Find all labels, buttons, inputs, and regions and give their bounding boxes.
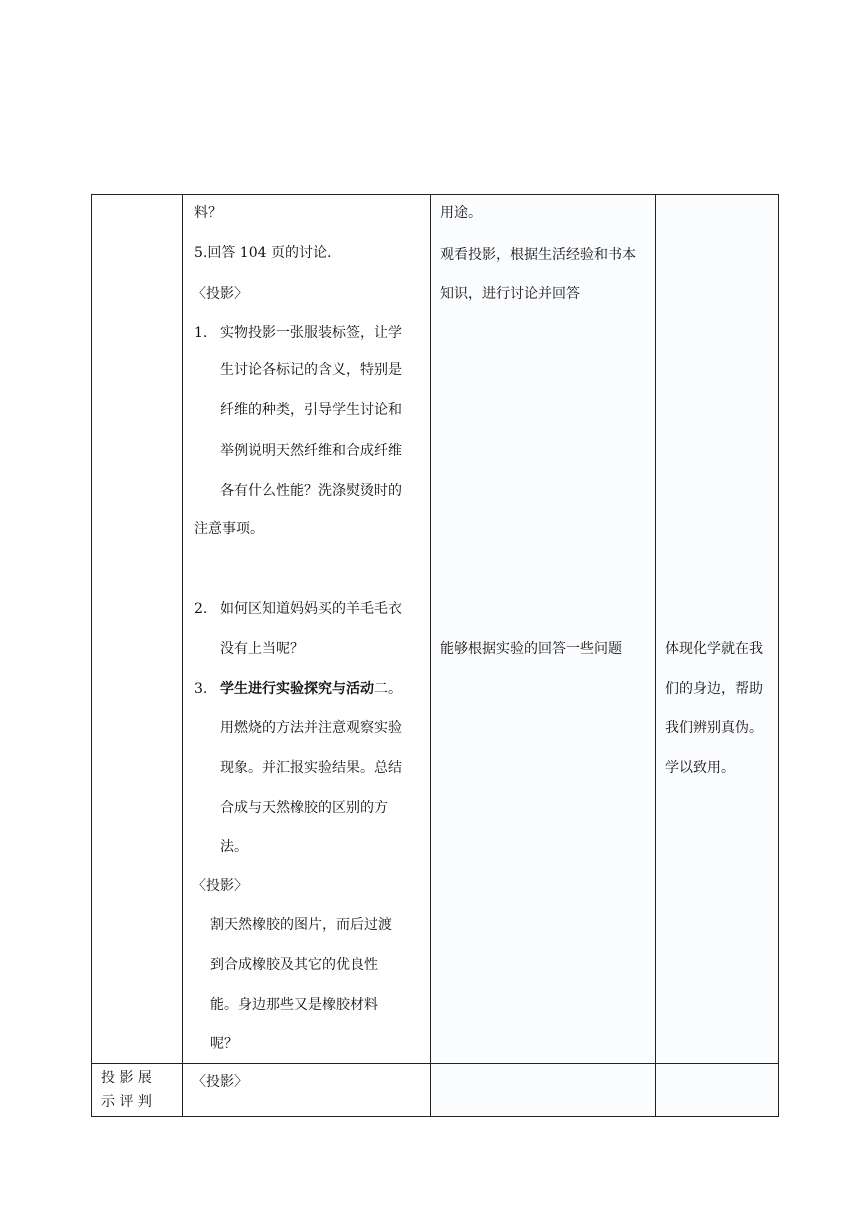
list-number: 1. [194,325,208,341]
list-item-line: 现象。并汇报实验结果。总结 [220,760,402,776]
list-item-line: 用燃烧的方法并注意观察实验 [220,720,402,736]
text-line: 〈投影〉 [192,878,248,894]
list-item-line: 注意事项。 [194,521,264,537]
text-line: 〈投影〉 [192,1074,248,1090]
text-line: 知识，进行讨论并回答 [440,286,580,302]
text-line: 观看投影，根据生活经验和书本 [440,247,636,263]
list-item-line [220,679,402,699]
row1-intent-cell [656,195,779,1064]
table-row [92,195,779,1064]
list-number: 3. [194,681,208,697]
row2-stage-cell [92,1064,183,1117]
text-line: 我们辨别真伪。 [665,720,763,736]
stage-label-line: 示 评 判 [101,1094,152,1110]
list-item-line: 生讨论各标记的含义，特别是 [220,362,402,378]
list-item-line: 纤维的种类，引导学生讨论和 [220,402,402,418]
list-item-line: 实物投影一张服装标签，让学 [220,325,402,341]
text-line: 们的身边，帮助 [665,681,763,697]
list-item-line: 合成与天然橡胶的区别的方 [220,800,388,816]
list-item-line: 如何区知道妈妈买的羊毛毛衣 [220,601,402,617]
stage-label-line: 投 影 展 [101,1070,152,1086]
list-item-line: 各有什么性能？洗涤熨烫时的 [220,483,402,499]
list-item-line: 举例说明天然纤维和合成纤维 [220,443,402,459]
text-line: 体现化学就在我 [665,641,763,657]
row2-teacher-activity-cell [183,1064,431,1117]
text-line: 5.回答 104 页的讨论. [194,245,332,261]
row2-intent-cell [656,1064,779,1117]
text-line: 呢？ [210,1036,238,1052]
text-span: 二。 [374,681,402,697]
row1-stage-cell [92,195,183,1064]
bold-text: 学生进行实验探究与活动 [220,681,374,697]
text-line: 能。身边那些又是橡胶材料 [210,997,378,1013]
table-row [92,1064,779,1117]
text-line: 割天然橡胶的图片，而后过渡 [210,917,392,933]
lesson-plan-table [91,194,779,1117]
row2-student-activity-cell [431,1064,656,1117]
text-line: 〈投影〉 [192,286,248,302]
list-item-line: 没有上当呢？ [220,641,304,657]
list-number: 2. [194,601,208,617]
text-line: 料？ [194,205,222,221]
list-item-line: 法。 [220,839,248,855]
text-line: 学以致用。 [665,760,735,776]
text-line: 能够根据实验的回答一些问题 [440,641,622,657]
row1-student-activity-cell [431,195,656,1064]
text-line: 用途。 [440,205,482,221]
row1-teacher-activity-cell [183,195,431,1064]
text-line: 到合成橡胶及其它的优良性 [210,957,378,973]
